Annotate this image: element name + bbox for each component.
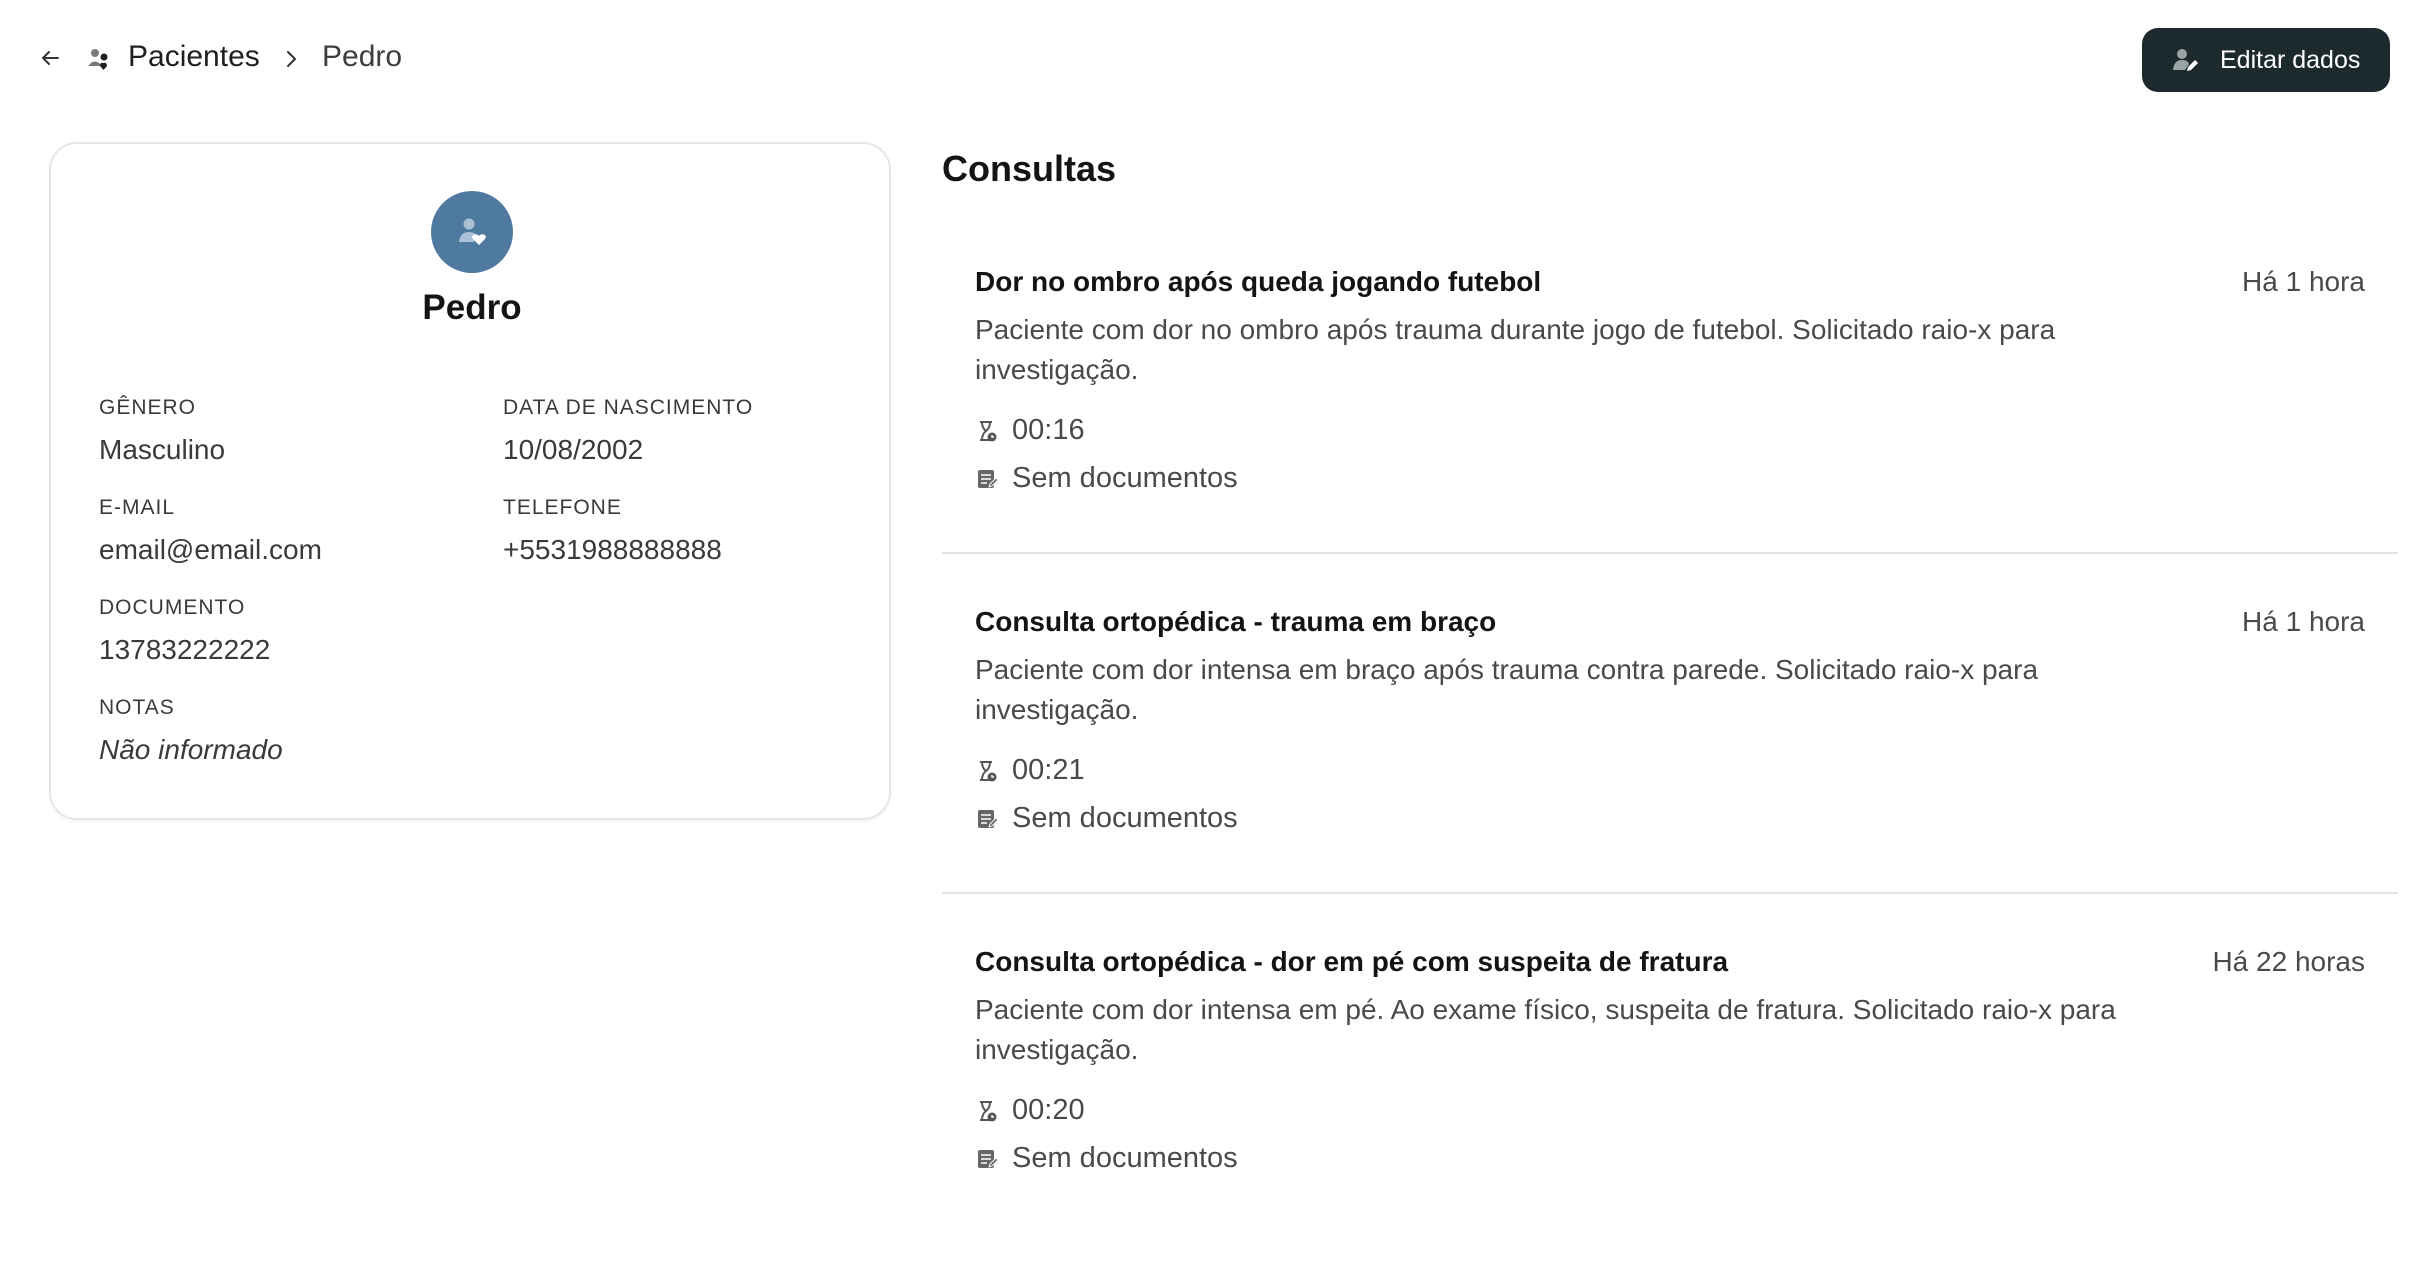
consultation-description: Paciente com dor intensa em pé. Ao exame físico, suspeita de fratura. Solicitado raio-x para investigação. [975,994,2116,1065]
consultation-title: Dor no ombro após queda jogando futebol [975,266,1542,297]
breadcrumb-current: Pedro [322,40,403,73]
birthdate-value: 10/08/2002 [503,434,644,465]
patient-avatar-icon [452,212,492,252]
document-icon [975,807,999,831]
consultation-documents [975,1142,1238,1175]
consultation-title: Consulta ortopédica - trauma em braço [975,606,1497,637]
user-edit-icon [2170,45,2200,75]
consultation-description: Paciente com dor intensa em braço após trauma contra parede. Solicitado raio-x para investigação. [975,654,2039,725]
chevron-right-icon [280,48,302,70]
consultation-documents [975,462,1238,495]
patient-avatar [431,191,513,273]
patient-name: Pedro [422,288,522,327]
edit-data-label: Editar dados [2220,45,2361,74]
hourglass-icon [975,419,999,443]
back-button[interactable] [36,44,64,72]
document-label: DOCUMENTO [99,596,246,619]
consultation-duration [975,1094,1085,1127]
documents-status: Sem documentos [1012,802,1238,834]
hourglass-icon [975,1099,999,1123]
email-field [99,496,322,566]
gender-field [99,396,225,466]
gender-label: GÊNERO [99,396,197,419]
consultation-title: Consulta ortopédica - dor em pé com suspeita de fratura [975,946,1729,977]
breadcrumb-patients-link[interactable]: Pacientes [128,40,260,73]
consultation-item[interactable] [942,230,2398,554]
consultation-time: Há 1 hora [2242,606,2365,637]
gender-value: Masculino [99,434,226,465]
consultation-item[interactable] [942,570,2398,894]
birthdate-field [503,396,753,466]
email-value: email@email.com [99,534,322,565]
duration-value: 00:16 [1012,414,1085,446]
notes-label: NOTAS [99,696,175,719]
consultation-duration [975,754,1085,787]
consultation-time: Há 22 horas [2212,946,2365,977]
patient-card [49,142,891,820]
hourglass-icon [975,759,999,783]
duration-value: 00:20 [1012,1094,1085,1126]
documents-status: Sem documentos [1012,462,1238,494]
document-field [99,596,270,666]
phone-label: TELEFONE [503,496,622,519]
email-label: E-MAIL [99,496,176,519]
consultation-documents [975,802,1238,835]
consultation-item[interactable] [942,910,2398,1232]
duration-value: 00:21 [1012,754,1085,786]
notes-field [99,696,283,766]
phone-field [503,496,722,566]
consultation-description: Paciente com dor no ombro após trauma durante jogo de futebol. Solicitado raio-x para investigação. [975,314,2056,385]
phone-value: +5531988888888 [503,534,722,565]
consultations-title: Consultas [942,148,1117,189]
patients-icon [86,46,114,74]
documents-status: Sem documentos [1012,1142,1238,1174]
birthdate-label: DATA DE NASCIMENTO [503,396,754,419]
notes-value: Não informado [99,734,283,765]
edit-data-button[interactable] [2142,28,2390,92]
consultation-time: Há 1 hora [2242,266,2365,297]
document-value: 13783222222 [99,634,271,665]
document-icon [975,467,999,491]
document-icon [975,1147,999,1171]
consultation-duration [975,414,1085,447]
top-bar [0,0,2414,120]
arrow-left-icon [39,47,61,69]
